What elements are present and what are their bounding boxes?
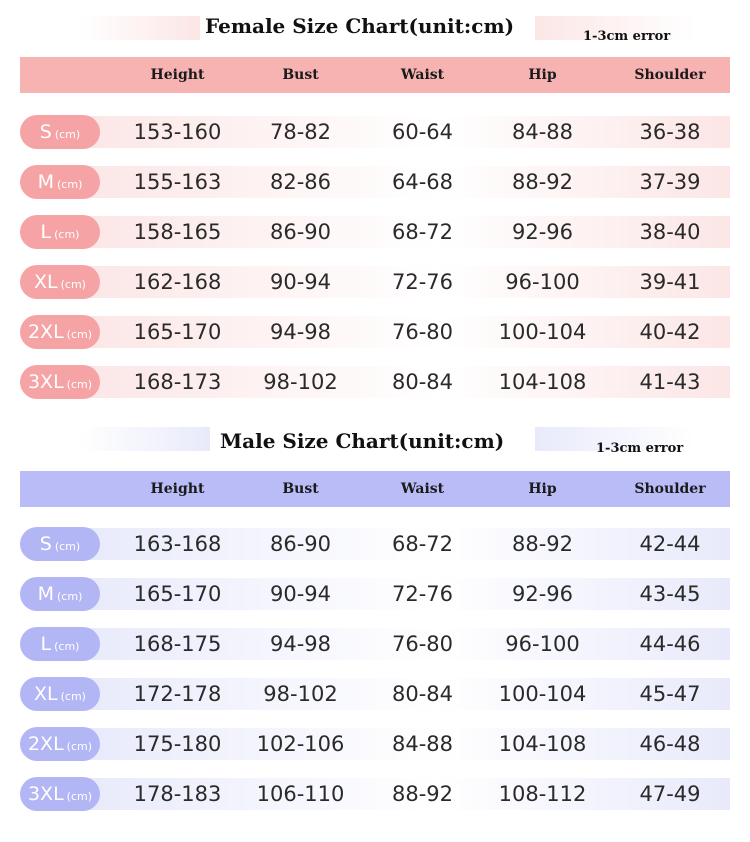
header-waist: Waist — [400, 67, 445, 83]
cell-waist: 72-76 — [391, 270, 454, 294]
size-badge — [20, 577, 100, 611]
cell-height: 162-168 — [133, 270, 222, 294]
cell-hip: 96-100 — [505, 270, 580, 294]
cell-bust: 98-102 — [263, 682, 338, 706]
cell-hip: 96-100 — [505, 632, 580, 656]
cell-waist: 64-68 — [391, 170, 454, 194]
size-unit-label: (cm) — [60, 689, 86, 703]
male-error-note: 1-3cm error — [596, 441, 684, 456]
size-row — [20, 265, 730, 299]
size-row — [20, 215, 730, 249]
size-label: 2XL — [27, 321, 64, 343]
cell-waist: 72-76 — [391, 582, 454, 606]
cell-hip: 84-88 — [511, 120, 574, 144]
size-row — [20, 777, 730, 811]
cell-bust: 94-98 — [269, 632, 332, 656]
size-badge — [20, 165, 100, 199]
cell-hip: 88-92 — [511, 532, 574, 556]
size-label: 3XL — [27, 783, 64, 805]
size-label: M — [37, 171, 55, 193]
cell-shoulder: 44-46 — [639, 632, 701, 656]
cell-hip: 108-112 — [498, 782, 587, 806]
female-title-deco-left — [80, 16, 200, 40]
size-label: XL — [34, 271, 58, 293]
size-unit-label: (cm) — [66, 789, 93, 803]
size-unit-label: (cm) — [57, 177, 83, 191]
cell-height: 172-178 — [133, 682, 222, 706]
cell-waist: 68-72 — [391, 532, 454, 556]
size-unit-label: (cm) — [60, 277, 86, 291]
cell-bust: 78-82 — [269, 120, 332, 144]
size-badge — [20, 677, 100, 711]
size-unit-label: (cm) — [54, 539, 81, 553]
cell-height: 163-168 — [133, 532, 222, 556]
size-label: 2XL — [27, 733, 64, 755]
cell-height: 165-170 — [133, 582, 222, 606]
header-shoulder: Shoulder — [634, 481, 706, 497]
cell-waist: 80-84 — [391, 682, 454, 706]
cell-shoulder: 37-39 — [639, 170, 701, 194]
cell-waist: 84-88 — [391, 732, 454, 756]
size-row — [20, 165, 730, 199]
header-bust: Bust — [282, 67, 319, 83]
cell-bust: 82-86 — [269, 170, 332, 194]
cell-waist: 80-84 — [391, 370, 454, 394]
cell-waist: 60-64 — [391, 120, 454, 144]
cell-height: 178-183 — [133, 782, 222, 806]
male-size-chart — [0, 415, 750, 835]
cell-bust: 98-102 — [263, 370, 338, 394]
size-badge — [20, 727, 100, 761]
header-hip: Hip — [528, 67, 557, 83]
size-label: S — [39, 121, 52, 143]
cell-shoulder: 40-42 — [639, 320, 701, 344]
cell-height: 158-165 — [133, 220, 222, 244]
size-row — [20, 627, 730, 661]
cell-bust: 94-98 — [269, 320, 332, 344]
size-unit-label: (cm) — [54, 127, 81, 141]
cell-hip: 104-108 — [498, 732, 587, 756]
header-bust: Bust — [282, 481, 319, 497]
male-title-deco-left — [80, 427, 210, 451]
size-badge — [20, 115, 100, 149]
cell-hip: 92-96 — [511, 582, 574, 606]
size-badge — [20, 527, 100, 561]
header-height: Height — [150, 67, 205, 83]
header-shoulder: Shoulder — [634, 67, 706, 83]
cell-shoulder: 47-49 — [639, 782, 701, 806]
header-hip: Hip — [528, 481, 557, 497]
female-chart-title: Female Size Chart(unit:cm) — [205, 14, 515, 38]
cell-hip: 100-104 — [498, 682, 587, 706]
header-waist: Waist — [400, 481, 445, 497]
cell-shoulder: 43-45 — [639, 582, 701, 606]
cell-waist: 76-80 — [391, 320, 454, 344]
cell-bust: 90-94 — [269, 270, 332, 294]
cell-height: 175-180 — [133, 732, 222, 756]
size-row — [20, 527, 730, 561]
size-badge — [20, 627, 100, 661]
size-label: 3XL — [27, 371, 64, 393]
size-label: L — [40, 221, 52, 243]
size-label: M — [37, 583, 55, 605]
size-label: S — [39, 533, 52, 555]
size-unit-label: (cm) — [66, 739, 93, 753]
cell-height: 153-160 — [133, 120, 222, 144]
cell-bust: 106-110 — [256, 782, 345, 806]
size-row — [20, 677, 730, 711]
cell-bust: 86-90 — [269, 220, 332, 244]
cell-waist: 88-92 — [391, 782, 454, 806]
cell-bust: 86-90 — [269, 532, 332, 556]
size-badge — [20, 265, 100, 299]
size-label: L — [40, 633, 52, 655]
male-chart-title: Male Size Chart(unit:cm) — [220, 429, 505, 453]
size-badge — [20, 777, 100, 811]
size-badge — [20, 365, 100, 399]
size-badge — [20, 315, 100, 349]
cell-hip: 104-108 — [498, 370, 587, 394]
size-unit-label: (cm) — [66, 327, 93, 341]
header-height: Height — [150, 481, 205, 497]
cell-waist: 68-72 — [391, 220, 454, 244]
size-row — [20, 315, 730, 349]
cell-height: 168-175 — [133, 632, 222, 656]
cell-hip: 92-96 — [511, 220, 574, 244]
size-row — [20, 365, 730, 399]
cell-shoulder: 45-47 — [639, 682, 701, 706]
cell-hip: 100-104 — [498, 320, 587, 344]
cell-bust: 102-106 — [256, 732, 345, 756]
size-unit-label: (cm) — [57, 589, 83, 603]
cell-bust: 90-94 — [269, 582, 332, 606]
size-row — [20, 727, 730, 761]
cell-height: 168-173 — [133, 370, 222, 394]
size-row — [20, 115, 730, 149]
female-error-note: 1-3cm error — [583, 29, 671, 44]
cell-shoulder: 42-44 — [639, 532, 701, 556]
cell-shoulder: 39-41 — [639, 270, 701, 294]
cell-shoulder: 38-40 — [639, 220, 701, 244]
size-label: XL — [34, 683, 58, 705]
cell-shoulder: 36-38 — [639, 120, 701, 144]
size-badge — [20, 215, 100, 249]
female-size-chart — [0, 0, 750, 410]
size-unit-label: (cm) — [66, 377, 93, 391]
cell-height: 165-170 — [133, 320, 222, 344]
female-table-header — [20, 57, 730, 93]
size-row — [20, 577, 730, 611]
cell-height: 155-163 — [133, 170, 222, 194]
size-unit-label: (cm) — [54, 639, 80, 653]
cell-hip: 88-92 — [511, 170, 574, 194]
cell-shoulder: 46-48 — [639, 732, 701, 756]
cell-waist: 76-80 — [391, 632, 454, 656]
cell-shoulder: 41-43 — [639, 370, 701, 394]
size-unit-label: (cm) — [54, 227, 80, 241]
male-table-header — [20, 471, 730, 507]
